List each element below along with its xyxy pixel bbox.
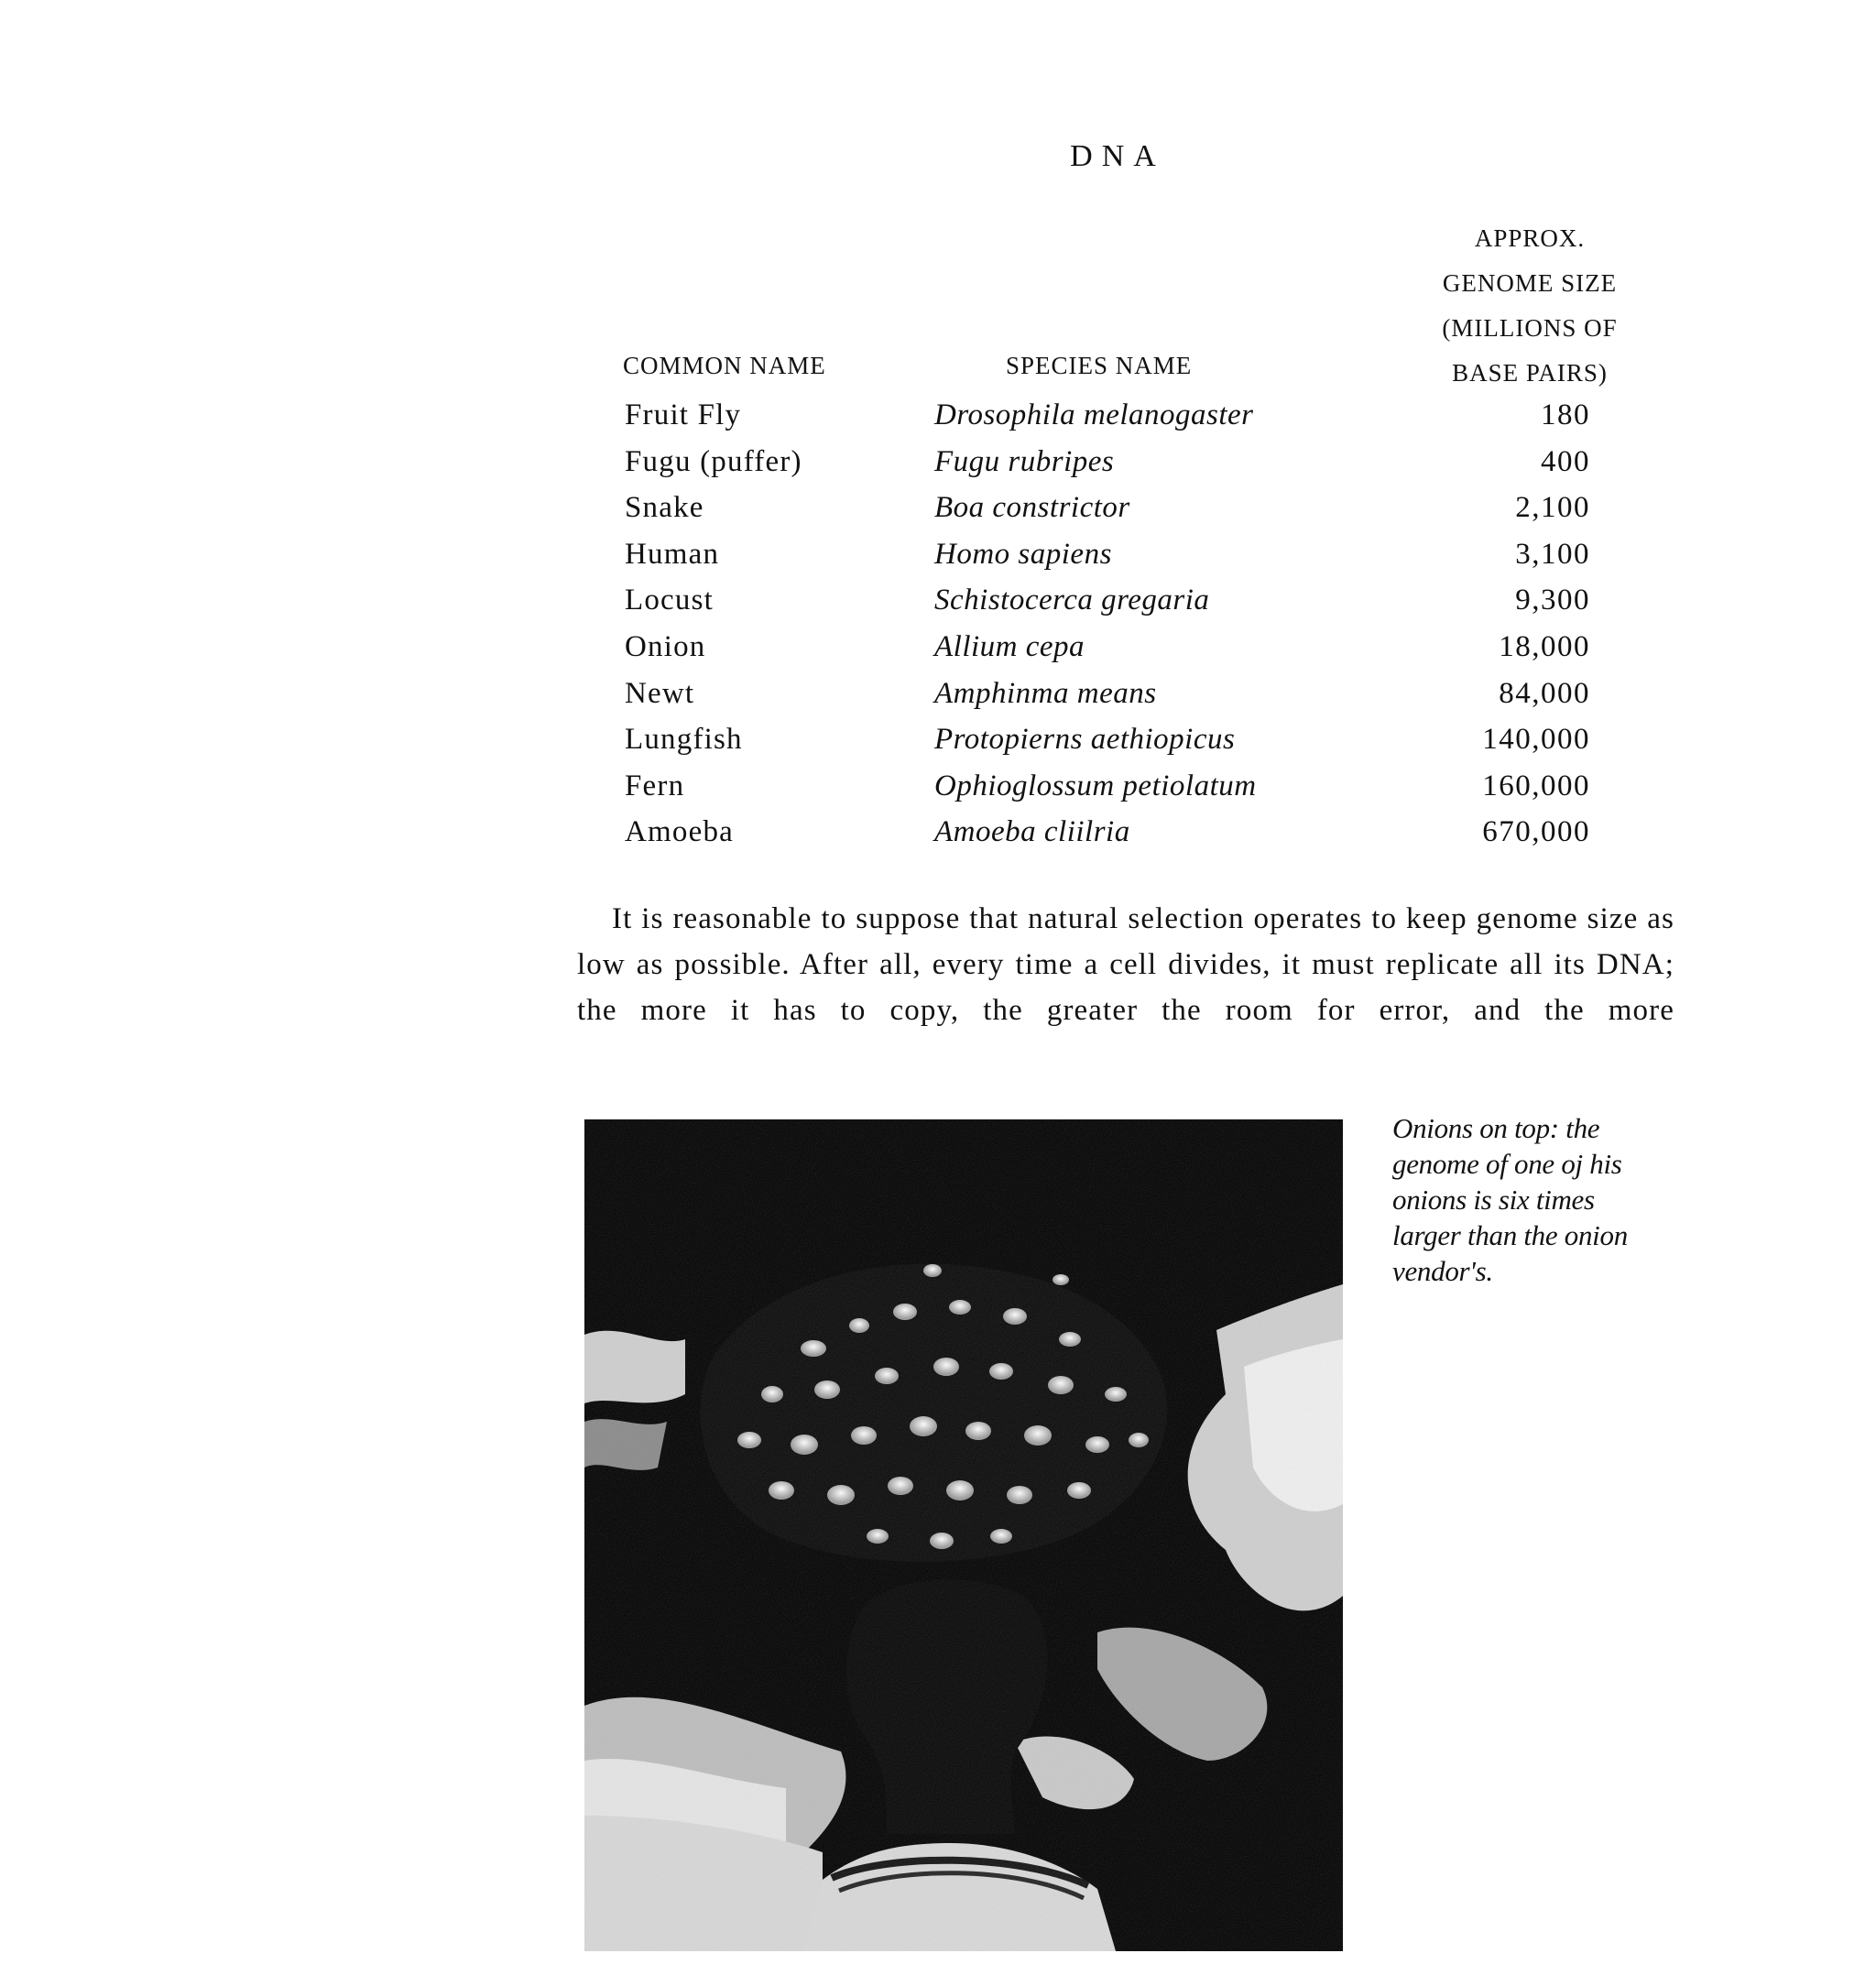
cell-common-name: Snake [625,491,704,525]
cell-species-name: Homo sapiens [934,537,1112,571]
table-row [623,763,1640,810]
cell-species-name: Allium cepa [934,629,1085,663]
table-row [623,439,1640,486]
header-genome-size-line: (MILLIONS OF [1442,314,1618,342]
cell-common-name: Onion [625,629,706,663]
cell-species-name: Amoeba cliilria [934,815,1130,849]
cell-genome-size: 18,000 [1499,629,1590,663]
onion-vendor-photo [584,1119,1343,1951]
caption-line: onions is six times [1392,1184,1595,1216]
cell-common-name: Amoeba [625,815,734,849]
cell-species-name: Fugu rubripes [934,444,1115,478]
cell-genome-size: 180 [1541,398,1590,431]
table-row [623,809,1640,856]
header-genome-size [1420,216,1640,396]
cell-common-name: Fruit Fly [625,398,742,431]
photo-caption [1392,1110,1685,1289]
cell-genome-size: 670,000 [1482,815,1590,849]
cell-genome-size: 9,300 [1515,584,1590,617]
cell-species-name: Amphinma means [934,676,1157,710]
running-head: DNA [1070,139,1165,173]
table-row [623,485,1640,531]
caption-line: genome of one oj his [1392,1148,1622,1180]
header-genome-size-line: APPROX. [1474,224,1586,252]
cell-species-name: Boa constrictor [934,491,1130,525]
cell-genome-size: 84,000 [1499,676,1590,710]
cell-genome-size: 140,000 [1482,723,1590,757]
cell-species-name: Schistocerca gregaria [934,584,1210,617]
caption-line: larger than the onion [1392,1219,1628,1251]
header-genome-size-line: GENOME SIZE [1442,269,1618,297]
cell-genome-size: 160,000 [1482,769,1590,802]
cell-species-name: Drosophila melanogaster [934,398,1254,431]
cell-common-name: Human [625,537,720,571]
cell-common-name: Lungfish [625,723,743,757]
header-common-name: COMMON NAME [623,352,826,379]
caption-line: Onions on top: the [1392,1112,1600,1144]
cell-common-name: Locust [625,584,714,617]
caption-line: vendor's. [1392,1255,1493,1287]
table-row [623,392,1640,439]
table-row [623,531,1640,578]
table-row [623,671,1640,717]
body-paragraph [577,896,1674,1033]
header-genome-size-line: BASE PAIRS) [1452,359,1608,387]
body-paragraph-text: It is reasonable to suppose that natural selection operates to keep genome size as low as possible. After all, every time a cell divides, it must replicate all its DNA; the more it has to copy, the greater the room for error, and the more [577,902,1674,1027]
photo-onion-vendor-icon [584,1119,1343,1951]
table-row [623,716,1640,763]
table-body [623,392,1640,856]
cell-common-name: Fugu (puffer) [625,444,802,478]
cell-species-name: Protopierns aethiopicus [934,723,1236,757]
table-row [623,577,1640,624]
cell-genome-size: 3,100 [1515,537,1590,571]
cell-common-name: Fern [625,769,685,802]
cell-common-name: Newt [625,676,695,710]
cell-species-name: Ophioglossum petiolatum [934,769,1257,802]
table-row [623,624,1640,671]
cell-genome-size: 400 [1541,444,1590,478]
cell-genome-size: 2,100 [1515,491,1590,525]
header-species-name: SPECIES NAME [1006,352,1193,379]
